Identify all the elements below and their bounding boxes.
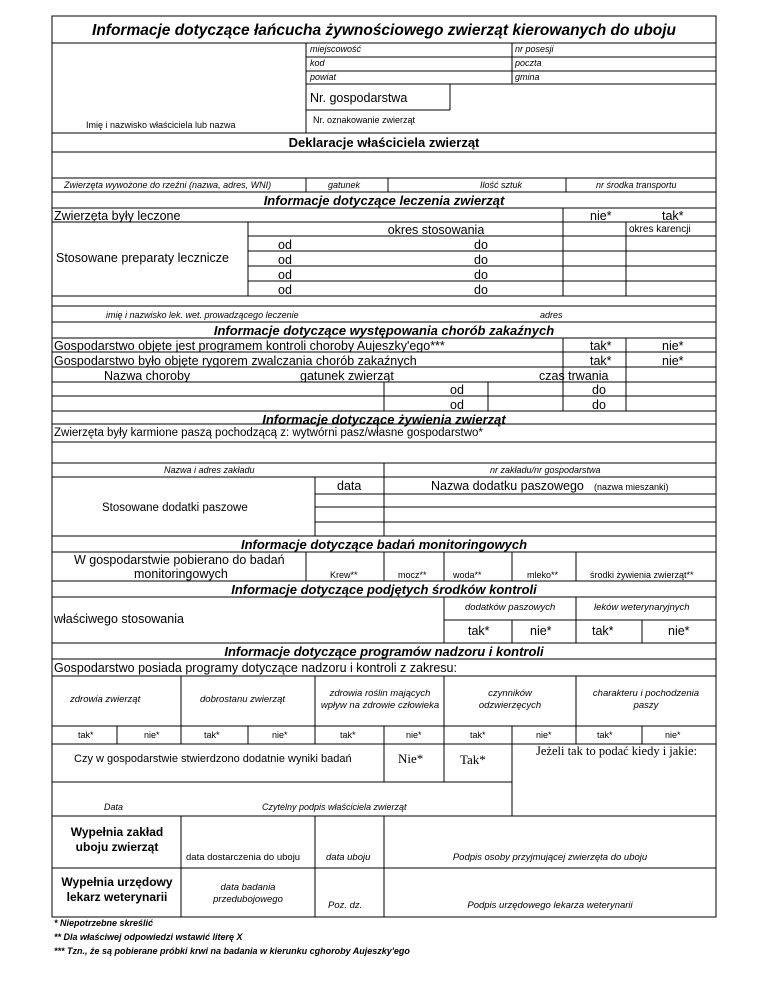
label-zdrowia-roslin-1: zdrowia roślin mających: [329, 688, 431, 699]
label-owner-name: Imię i nazwisko właściciela lub nazwa: [86, 120, 236, 130]
label-mocz: mocz**: [398, 570, 427, 580]
prog-1-yes[interactable]: tak*: [78, 730, 94, 740]
programs-heading: Informacje dotyczące programów nadzoru i kontroli: [224, 644, 544, 659]
label-monitoring-2: monitoringowych: [134, 567, 228, 581]
label-kod: kod: [310, 58, 325, 68]
label-gatunek-zwierzat: gatunek zwierząt: [300, 369, 394, 383]
label-species: gatunek: [328, 180, 361, 190]
label-okres-karencji: okres karencji: [629, 224, 691, 235]
label-wlasciwego: właściwego stosowania: [54, 612, 184, 626]
label-dodatkow: dodatków paszowych: [465, 602, 556, 613]
prog-1-no[interactable]: nie*: [144, 730, 160, 740]
label-zdrowia-roslin-2: wpływ na zdrowie człowieka: [320, 700, 440, 711]
label-rygor: Gospodarstwo było objęte rygorem zwalczania chorób zakaźnych: [54, 354, 417, 368]
feeding-heading: Informacje dotyczące żywienia zwierząt: [262, 412, 506, 427]
footnote-3: *** Tzn., że są pobierane próbki krwi na badania w kierunku cghoroby Aujeszky'ego: [54, 946, 410, 956]
label-czas-trwania: czas trwania: [539, 369, 609, 383]
rygor-no[interactable]: nie*: [662, 354, 684, 368]
label-charakteru-1: charakteru i pochodzenia: [592, 688, 700, 699]
label-zaklad-2: uboju zwierząt: [75, 840, 159, 854]
treated-yes[interactable]: tak*: [662, 209, 684, 223]
label-animals-exported: Zwierzęta wywożone do rzeźni (nazwa, adres, WNI): [64, 180, 272, 190]
treated-no[interactable]: nie*: [590, 209, 612, 223]
label-podpis-osoby: Podpis osoby przyjmującej zwierzęta do uboju: [452, 852, 648, 863]
label-czynnikow-2: odzwierzęcych: [478, 700, 542, 711]
prog-5-no[interactable]: nie*: [665, 730, 681, 740]
label-vet-name: imię i nazwisko lek. wet. prowadzącego leczenie: [106, 310, 299, 320]
label-count: Ilość sztuk: [480, 180, 523, 190]
label-monitoring-1: W gospodarstwie pobierano do badań: [74, 553, 285, 567]
label-date: Data: [104, 802, 124, 812]
treatment-heading: Informacje dotyczące leczenia zwierząt: [263, 193, 505, 208]
label-czynnikow-1: czynników: [488, 688, 532, 699]
label-pozytywne: Czy w gospodarstwie stwierdzono dodatnie wyniki badań: [74, 753, 352, 765]
label-data-uboju: data uboju: [326, 852, 371, 863]
measures-heading: Informacje dotyczące podjętych środków kontroli: [231, 582, 537, 597]
label-nr-gospodarstwa: Nr. gospodarstwa: [310, 91, 408, 105]
label-owner-signature: Czytelny podpis właściciela zwierząt: [262, 802, 407, 812]
prog-3-no[interactable]: nie*: [406, 730, 422, 740]
label-poz-dz: Poz. dz.: [328, 900, 363, 911]
positive-no[interactable]: Nie*: [398, 751, 424, 766]
label-woda: woda**: [453, 570, 482, 580]
disease-do-1: do: [592, 383, 606, 397]
aujeszky-yes[interactable]: tak*: [590, 339, 612, 353]
label-transport: nr środka transportu: [596, 180, 677, 190]
label-krew: Krew**: [330, 570, 358, 580]
disease-do-2: do: [592, 398, 606, 412]
diseases-heading: Informacje dotyczące występowania chorób zakaźnych: [213, 323, 555, 338]
prog-4-no[interactable]: nie*: [536, 730, 552, 740]
label-dobrostanu: dobrostanu zwierząt: [200, 694, 286, 705]
label-mleko: mleko**: [527, 570, 559, 580]
prog-3-yes[interactable]: tak*: [340, 730, 356, 740]
form-title: Informacje dotyczące łańcucha żywnościowego zwierząt kierowanych do uboju: [92, 22, 676, 39]
label-zdrowia-zwierzat: zdrowia zwierząt: [70, 694, 141, 705]
label-gmina: gmina: [515, 72, 540, 82]
label-nazwa-choroby: Nazwa choroby: [104, 369, 191, 383]
disease-od-1: od: [450, 383, 464, 397]
label-treated: Zwierzęta były leczone: [54, 209, 181, 223]
prog-2-no[interactable]: nie*: [272, 730, 288, 740]
label-podpis-lekarza: Podpis urzędowego lekarza weterynarii: [467, 900, 633, 911]
label-nazwa-zakladu: Nazwa i adres zakładu: [164, 465, 255, 475]
aujeszky-no[interactable]: nie*: [662, 339, 684, 353]
label-posiada: Gospodarstwo posiada programy dotyczące nadzoru i kontroli z zakresu:: [54, 661, 457, 675]
label-data-badania-1: data badania: [220, 882, 276, 893]
monitoring-heading: Informacje dotyczące badań monitoringowych: [240, 537, 528, 552]
prog-5-yes[interactable]: tak*: [597, 730, 613, 740]
label-nazwa-mieszanki: (nazwa mieszanki): [594, 482, 669, 492]
od-2: od: [278, 253, 292, 267]
measures-vet-no[interactable]: nie*: [668, 624, 690, 638]
footnote-2: ** Dla właściwej odpowiedzi wstawić literę X: [54, 932, 243, 942]
label-preparaty: Stosowane preparaty lecznicze: [56, 251, 230, 265]
disease-od-2: od: [450, 398, 464, 412]
label-dodatki: Stosowane dodatki paszowe: [102, 502, 248, 514]
prog-4-yes[interactable]: tak*: [470, 730, 486, 740]
label-poczta: poczta: [515, 58, 542, 68]
label-zaklad-1: Wypełnia zakład: [70, 825, 164, 839]
label-lekow: leków weterynaryjnych: [594, 602, 690, 613]
label-lekarz-1: Wypełnia urzędowy: [61, 875, 173, 889]
label-nr-zakladu: nr zakładu/nr gospodarstwa: [490, 465, 601, 475]
label-adres: adres: [540, 310, 563, 320]
footnote-1: * Niepotrzebne skreślić: [54, 918, 154, 928]
label-data: data: [337, 479, 362, 493]
label-nazwa-dodatku: Nazwa dodatku paszowego: [431, 479, 584, 493]
do-3: do: [474, 268, 488, 282]
measures-feed-yes[interactable]: tak*: [468, 624, 490, 638]
rygor-yes[interactable]: tak*: [590, 354, 612, 368]
do-1: do: [474, 238, 488, 252]
label-karmione: Zwierzęta były karmione paszą pochodzącą z: wytwórni pasz/własne gospodarstwo*: [54, 427, 483, 439]
positive-yes[interactable]: Tak*: [460, 752, 486, 767]
prog-2-yes[interactable]: tak*: [204, 730, 220, 740]
label-okres-stosowania: okres stosowania: [387, 223, 485, 237]
label-srodki: środki żywienia zwierząt**: [590, 570, 694, 580]
label-aujeszky: Gospodarstwo objęte jest programem kontroli choroby Aujeszky'ego***: [54, 339, 445, 353]
label-nr-oznakowanie: Nr. oznakowanie zwierząt: [313, 115, 416, 125]
label-data-dostarczenia: data dostarczenia do uboju: [186, 852, 301, 863]
label-charakteru-2: paszy: [633, 700, 659, 711]
measures-vet-yes[interactable]: tak*: [592, 624, 614, 638]
od-4: od: [278, 283, 292, 297]
declarations-heading: Deklaracje właściciela zwierząt: [288, 135, 480, 150]
label-data-badania-2: przedubojowego: [213, 894, 283, 905]
od-3: od: [278, 268, 292, 282]
label-jezeli: Jeżeli tak to podać kiedy i jakie:: [536, 744, 698, 758]
label-lekarz-2: lekarz weterynarii: [66, 890, 168, 904]
label-nr-posesji: nr posesji: [515, 44, 554, 54]
do-4: do: [474, 283, 488, 297]
do-2: do: [474, 253, 488, 267]
label-powiat: powiat: [310, 72, 337, 82]
label-miejscowosc: miejscowość: [310, 44, 362, 54]
measures-feed-no[interactable]: nie*: [530, 624, 552, 638]
od-1: od: [278, 238, 292, 252]
